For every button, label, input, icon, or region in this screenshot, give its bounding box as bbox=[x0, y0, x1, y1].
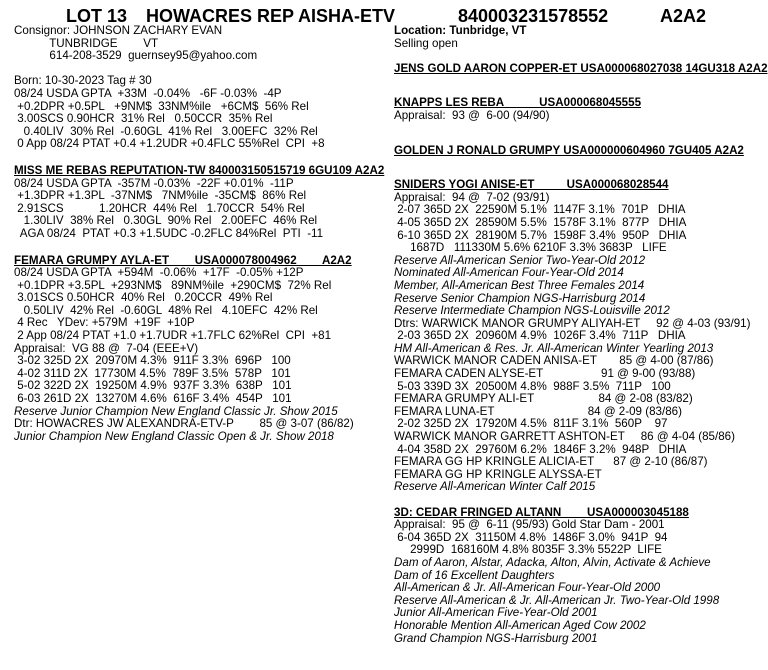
animal-gpta-line: 08/24 USDA GPTA +33M -0.04% -6F -0.03% -4P bbox=[14, 86, 282, 100]
third-dam-award: Reserve All-American & Jr. All-American Jr. Two-Year-Old 1998 bbox=[394, 593, 720, 607]
animal-gpta-line: 3.00SCS 0.90HCR 31% Rel 0.50CCR 35% Rel bbox=[14, 112, 273, 126]
animal-gpta-line: +0.2DPR +0.5PL +9NM$ 33NM%ile +6CM$ 56% Rel bbox=[14, 99, 309, 113]
dam-line: +0.1DPR +3.5PL +293NM$ 89NM%ile +290CM$ 72% Rel bbox=[14, 278, 332, 292]
left-column bbox=[14, 25, 394, 443]
genotype-code: A2A2 bbox=[660, 6, 707, 26]
daughters-line: 4-04 358D 2X 29760M 6.2% 1846F 3.2% 948P DHIA bbox=[394, 442, 687, 456]
dam-line: 3.01SCS 0.50HCR 40% Rel 0.20CCR 49% Rel bbox=[14, 291, 273, 305]
third-dam-line: 6-04 365D 2X 31150M 4.8% 1486F 3.0% 941P 94 bbox=[394, 530, 668, 544]
consignor-line: Consignor: JOHNSON ZACHARY EVAN bbox=[14, 24, 223, 37]
dam-award: Reserve Junior Champion New England Classic Jr. Show 2015 bbox=[14, 404, 338, 418]
dam-daughter: Dtr: HOWACRES JW ALEXANDRA-ETV-P 85 @ 3-07 (86/82) bbox=[14, 417, 354, 431]
sire-line: 08/24 USDA GPTA -357M -0.03% -22F +0.01% -11P bbox=[14, 176, 294, 190]
sire-of-dam: GOLDEN J RONALD GRUMPY USA000000604960 7GU405 A2A2 bbox=[394, 143, 744, 157]
dam-of-dam-award: Reserve Senior Champion NGS-Harrisburg 2014 bbox=[394, 291, 646, 305]
dam-appraisal: Appraisal: VG 88 @ 7-04 (EEE+V) bbox=[14, 341, 199, 355]
lot-number: LOT 13 bbox=[66, 6, 128, 26]
right-column bbox=[394, 25, 766, 645]
third-dam-award: Dam of Aaron, Alstar, Adacka, Alton, Alvin, Activate & Achieve bbox=[394, 555, 711, 569]
daughters-line: Dtrs: WARWICK MANOR GRUMPY ALIYAH-ET 92 @ 4-03 (93/91) bbox=[394, 316, 751, 330]
third-dam-award: Junior All-American Five-Year-Old 2001 bbox=[394, 606, 598, 620]
sire-line: +1.3DPR +1.3PL -37NM$ 7NM%ile -35CM$ 86% Rel bbox=[14, 189, 307, 203]
dam-of-dam-line: 1687D 111330M 5.6% 6210F 3.3% 3683P LIFE bbox=[394, 241, 667, 255]
dam-of-dam-line: 4-05 365D 2X 28590M 5.5% 1578F 3.1% 877P DHIA bbox=[394, 215, 687, 229]
daughters-line: FEMARA CADEN ALYSE-ET 91 @ 9-00 (93/88) bbox=[394, 367, 696, 381]
dam-of-sire: KNAPPS LES REBA USA000068045555 bbox=[394, 96, 642, 110]
daughters-line: 2-02 325D 2X 17920M 4.5% 811F 3.1% 560P 97 bbox=[394, 417, 668, 431]
daughters-award: Reserve All-American Winter Calf 2015 bbox=[394, 480, 596, 494]
dam-of-dam-award: Nominated All-American Four-Year-Old 2014 bbox=[394, 266, 624, 280]
daughter-award: Junior Champion New England Classic Open & Jr. Show 2018 bbox=[14, 429, 334, 443]
dam-of-dam-line: 6-10 365D 2X 28190M 5.7% 1598F 3.4% 950P DHIA bbox=[394, 228, 687, 242]
consignor-contact: 614-208-3529 guernsey95@yahoo.com bbox=[14, 49, 258, 63]
dam-record: 5-02 322D 2X 19250M 4.9% 937F 3.3% 638P 101 bbox=[14, 379, 292, 393]
third-dam-line: 2999D 168160M 4.8% 8035F 3.3% 5522P LIFE bbox=[394, 543, 662, 557]
daughters-line: FEMARA GRUMPY ALI-ET 84 @ 2-08 (83/82) bbox=[394, 392, 693, 406]
consignor-location: TUNBRIDGE VT bbox=[14, 36, 159, 50]
dam-of-dam-line: Appraisal: 94 @ 7-02 (93/91) bbox=[394, 190, 550, 204]
dam-record: 6-03 261D 2X 13270M 4.6% 616F 3.4% 454P 101 bbox=[14, 392, 292, 406]
daughters-line: FEMARA GG HP KRINGLE ALYSSA-ET bbox=[394, 467, 602, 481]
third-dam-award: Honorable Mention All-American Aged Cow 2002 bbox=[394, 618, 646, 632]
daughters-line: 5-03 339D 3X 20500M 4.8% 988F 3.5% 711P 100 bbox=[394, 379, 671, 393]
third-dam-award: Dam of 16 Excellent Daughters bbox=[394, 568, 555, 582]
registration-number: 840003231578552 bbox=[458, 6, 609, 26]
sire-line: 1.30LIV 38% Rel 0.30GL 90% Rel 2.00EFC 46% Rel bbox=[14, 214, 318, 228]
dam-line: 0.50LIV 42% Rel -0.60GL 48% Rel 4.10EFC 42% Rel bbox=[14, 303, 318, 317]
dam-header: FEMARA GRUMPY AYLA-ET USA000078004962 A2A2 bbox=[14, 253, 352, 267]
sire-line: 2.91SCS 1.20HCR 44% Rel 1.70CCR 54% Rel bbox=[14, 201, 305, 215]
sire-line: AGA 08/24 PTAT +0.3 +1.5UDC -0.2FLC 84%Rel PTI -11 bbox=[14, 226, 324, 240]
daughters-line: WARWICK MANOR GARRETT ASHTON-ET 86 @ 4-04 (85/86) bbox=[394, 430, 735, 444]
third-dam-award: Grand Champion NGS-Harrisburg 2001 bbox=[394, 631, 598, 645]
third-dam-header: 3D: CEDAR FRINGED ALTANN USA000003045188 bbox=[394, 505, 689, 519]
dam-of-dam-award: Reserve Intermediate Champion NGS-Louisville 2012 bbox=[394, 304, 670, 318]
daughters-line: 2-03 365D 2X 20960M 4.9% 1026F 3.4% 711P DHIA bbox=[394, 329, 686, 343]
third-dam-award: All-American & Jr. All-American Four-Year-Old 2000 bbox=[394, 581, 661, 595]
selling-status: Selling open bbox=[394, 36, 458, 50]
third-dam-line: Appraisal: 95 @ 6-11 (95/93) Gold Star Dam - 2001 bbox=[394, 518, 665, 532]
dam-of-dam-award: Reserve All-American Senior Two-Year-Old 2012 bbox=[394, 253, 646, 267]
dam-of-dam-header: SNIDERS YOGI ANISE-ET USA000068028544 bbox=[394, 178, 669, 192]
sire-header: MISS ME REBAS REPUTATION-TW 840003150515719 6GU109 A2A2 bbox=[14, 163, 385, 177]
animal-ptat-line: 0 App 08/24 PTAT +0.4 +1.2UDR +0.4FLC 55%Rel CPI +8 bbox=[14, 137, 325, 151]
location: Location: Tunbridge, VT bbox=[394, 24, 527, 37]
dam-record: 4-02 311D 2X 17730M 4.5% 789F 3.5% 578P 101 bbox=[14, 366, 291, 380]
dam-line: 2 App 08/24 PTAT +1.0 +1.7UDR +1.7FLC 62%Rel CPI +81 bbox=[14, 329, 332, 343]
dam-line: 08/24 USDA GPTA +594M -0.06% +17F -0.05% +12P bbox=[14, 266, 304, 280]
dam-record: 3-02 325D 2X 20970M 4.3% 911F 3.3% 696P 100 bbox=[14, 354, 291, 368]
daughters-line: FEMARA LUNA-ET 84 @ 2-09 (83/86) bbox=[394, 404, 682, 418]
daughters-line: FEMARA GG HP KRINGLE ALICIA-ET 87 @ 2-10 (86/87) bbox=[394, 455, 708, 469]
dam-line: 4 Rec YDev: +579M +19F +10P bbox=[14, 316, 195, 330]
sire-of-sire: JENS GOLD AARON COPPER-ET USA000068027038 14GU318 A2A2 bbox=[394, 61, 768, 75]
daughters-award: HM All-American & Res. Jr. All-American Winter Yearling 2013 bbox=[394, 341, 714, 355]
animal-gpta-line: 0.40LIV 30% Rel -0.60GL 41% Rel 3.00EFC 32% Rel bbox=[14, 124, 318, 138]
daughters-line: WARWICK MANOR CADEN ANISA-ET 85 @ 4-00 (87/86) bbox=[394, 354, 714, 368]
animal-name: HOWACRES REP AISHA-ETV bbox=[146, 6, 396, 26]
dam-of-sire-appraisal: Appraisal: 93 @ 6-00 (94/90) bbox=[394, 108, 550, 122]
dam-of-dam-award: Member, All-American Best Three Females 2014 bbox=[394, 278, 645, 292]
dam-of-dam-line: 2-07 365D 2X 22590M 5.1% 1147F 3.1% 701P DHIA bbox=[394, 203, 686, 217]
birth-date: Born: 10-30-2023 Tag # 30 bbox=[14, 74, 152, 88]
